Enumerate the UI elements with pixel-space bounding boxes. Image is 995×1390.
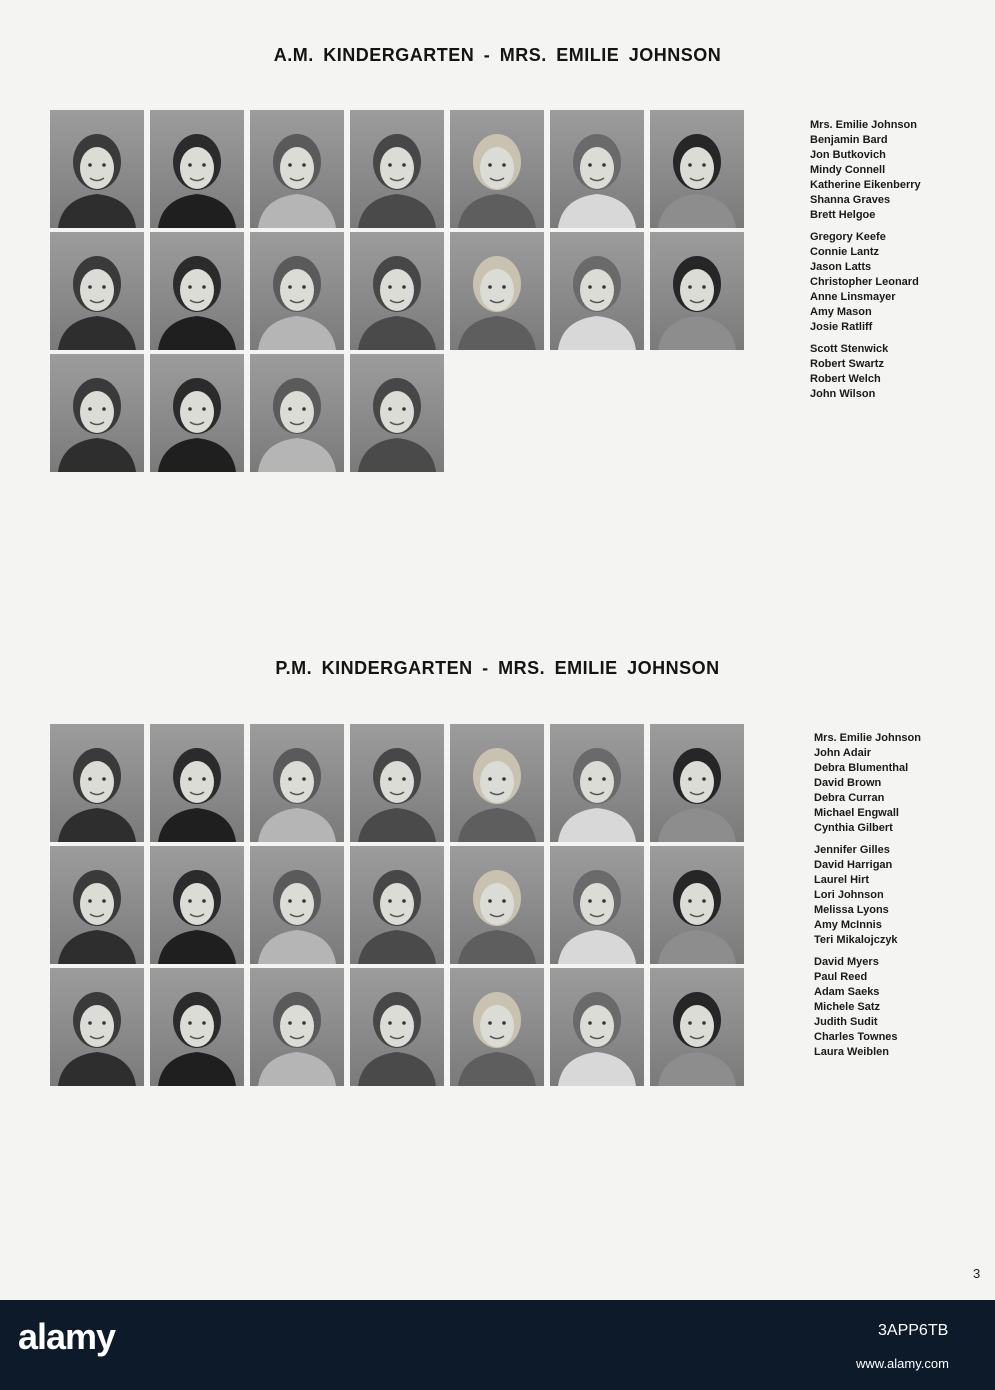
pm-student-name: Debra Blumenthal bbox=[814, 762, 909, 774]
pm-portrait-photo bbox=[50, 846, 144, 964]
pm-student-name: Charles Townes bbox=[814, 1031, 898, 1043]
am-student-name: John Wilson bbox=[810, 388, 876, 400]
am-student-name: Brett Helgoe bbox=[810, 209, 876, 221]
pm-portrait-photo bbox=[250, 968, 344, 1086]
am-student-name: Josie Ratliff bbox=[810, 321, 873, 333]
pm-student-name: Lori Johnson bbox=[814, 889, 884, 901]
am-portrait-photo bbox=[150, 354, 244, 472]
am-portrait-photo bbox=[350, 110, 444, 228]
am-name-group bbox=[810, 118, 921, 223]
pm-name-group bbox=[814, 955, 921, 1060]
pm-portrait-photo bbox=[450, 846, 544, 964]
am-name-list bbox=[810, 118, 921, 409]
am-student-name: Jon Butkovich bbox=[810, 149, 886, 161]
pm-portrait-photo bbox=[50, 724, 144, 842]
pm-portrait-photo bbox=[350, 846, 444, 964]
pm-portrait-photo bbox=[150, 846, 244, 964]
watermark-banner bbox=[0, 1300, 995, 1390]
pm-portrait-photo bbox=[650, 724, 744, 842]
am-student-name: Connie Lantz bbox=[810, 246, 880, 258]
am-portrait-photo bbox=[550, 110, 644, 228]
am-portrait-photo bbox=[350, 232, 444, 350]
pm-student-name: David Harrigan bbox=[814, 859, 893, 871]
pm-portrait-photo bbox=[350, 724, 444, 842]
am-portrait-photo bbox=[450, 110, 544, 228]
pm-student-name: David Brown bbox=[814, 777, 882, 789]
am-student-name: Robert Swartz bbox=[810, 358, 884, 370]
am-student-name: Mrs. Emilie Johnson bbox=[810, 119, 917, 131]
image-id-label: 3APP6TB bbox=[878, 1322, 949, 1339]
pm-student-name: Amy McInnis bbox=[814, 919, 882, 931]
am-portrait-photo bbox=[250, 354, 344, 472]
am-name-group bbox=[810, 342, 921, 402]
pm-portrait-photo bbox=[450, 724, 544, 842]
pm-student-name: John Adair bbox=[814, 747, 872, 759]
am-student-name: Amy Mason bbox=[810, 306, 872, 318]
am-student-name: Katherine Eikenberry bbox=[810, 179, 921, 191]
pm-portrait-photo bbox=[450, 968, 544, 1086]
alamy-logo: alamy bbox=[18, 1316, 116, 1357]
am-student-name: Gregory Keefe bbox=[810, 231, 886, 243]
am-portrait-photo bbox=[550, 232, 644, 350]
pm-name-group bbox=[814, 731, 921, 836]
am-portrait-photo bbox=[50, 232, 144, 350]
pm-student-name: Debra Curran bbox=[814, 792, 885, 804]
pm-portrait-photo bbox=[150, 968, 244, 1086]
am-portrait-photo bbox=[50, 110, 144, 228]
am-student-name: Anne Linsmayer bbox=[810, 291, 896, 303]
am-portrait-photo bbox=[250, 110, 344, 228]
pm-portrait-photo bbox=[150, 724, 244, 842]
am-student-name: Scott Stenwick bbox=[810, 343, 889, 355]
pm-portrait-photo bbox=[350, 968, 444, 1086]
pm-student-name: Laura Weiblen bbox=[814, 1046, 889, 1058]
am-portrait-photo bbox=[250, 232, 344, 350]
pm-portrait-photo bbox=[650, 968, 744, 1086]
am-section-title: A.M. KINDERGARTEN - MRS. EMILIE JOHNSON bbox=[273, 45, 722, 65]
pm-student-name: Paul Reed bbox=[814, 971, 868, 983]
pm-portrait-photo bbox=[650, 846, 744, 964]
am-student-name: Mindy Connell bbox=[810, 164, 886, 176]
pm-student-name: Judith Sudit bbox=[814, 1016, 878, 1028]
pm-section-title: P.M. KINDERGARTEN - MRS. EMILIE JOHNSON bbox=[275, 658, 720, 678]
pm-student-name: David Myers bbox=[814, 956, 879, 968]
pm-portrait-photo bbox=[50, 968, 144, 1086]
pm-portrait-photo bbox=[550, 968, 644, 1086]
am-student-name: Robert Welch bbox=[810, 373, 881, 385]
am-portrait-photo bbox=[650, 110, 744, 228]
am-student-name: Jason Latts bbox=[810, 261, 872, 273]
am-portrait-photo bbox=[350, 354, 444, 472]
pm-name-group bbox=[814, 843, 921, 948]
am-student-name: Shanna Graves bbox=[810, 194, 891, 206]
pm-student-name: Mrs. Emilie Johnson bbox=[814, 732, 921, 744]
pm-name-list bbox=[814, 731, 921, 1067]
am-portrait-photo bbox=[150, 232, 244, 350]
pm-student-name: Cynthia Gilbert bbox=[814, 822, 893, 834]
am-portrait-photo bbox=[650, 232, 744, 350]
pm-portrait-photo bbox=[550, 846, 644, 964]
pm-portrait-photo bbox=[250, 724, 344, 842]
watermark-url: www.alamy.com bbox=[856, 1356, 949, 1371]
am-student-name: Christopher Leonard bbox=[810, 276, 919, 288]
pm-portrait-photo bbox=[550, 724, 644, 842]
am-student-name: Benjamin Bard bbox=[810, 134, 888, 146]
pm-student-name: Laurel Hirt bbox=[814, 874, 870, 886]
am-portrait-photo bbox=[50, 354, 144, 472]
pm-student-name: Adam Saeks bbox=[814, 986, 880, 998]
page-number: 3 bbox=[973, 1266, 981, 1281]
pm-student-name: Michele Satz bbox=[814, 1001, 881, 1013]
pm-student-name: Michael Engwall bbox=[814, 807, 899, 819]
pm-student-name: Jennifer Gilles bbox=[814, 844, 890, 856]
pm-student-name: Melissa Lyons bbox=[814, 904, 889, 916]
am-portrait-photo bbox=[450, 232, 544, 350]
am-name-group bbox=[810, 230, 921, 335]
am-portrait-photo bbox=[150, 110, 244, 228]
pm-student-name: Teri Mikalojczyk bbox=[814, 934, 898, 946]
pm-portrait-photo bbox=[250, 846, 344, 964]
